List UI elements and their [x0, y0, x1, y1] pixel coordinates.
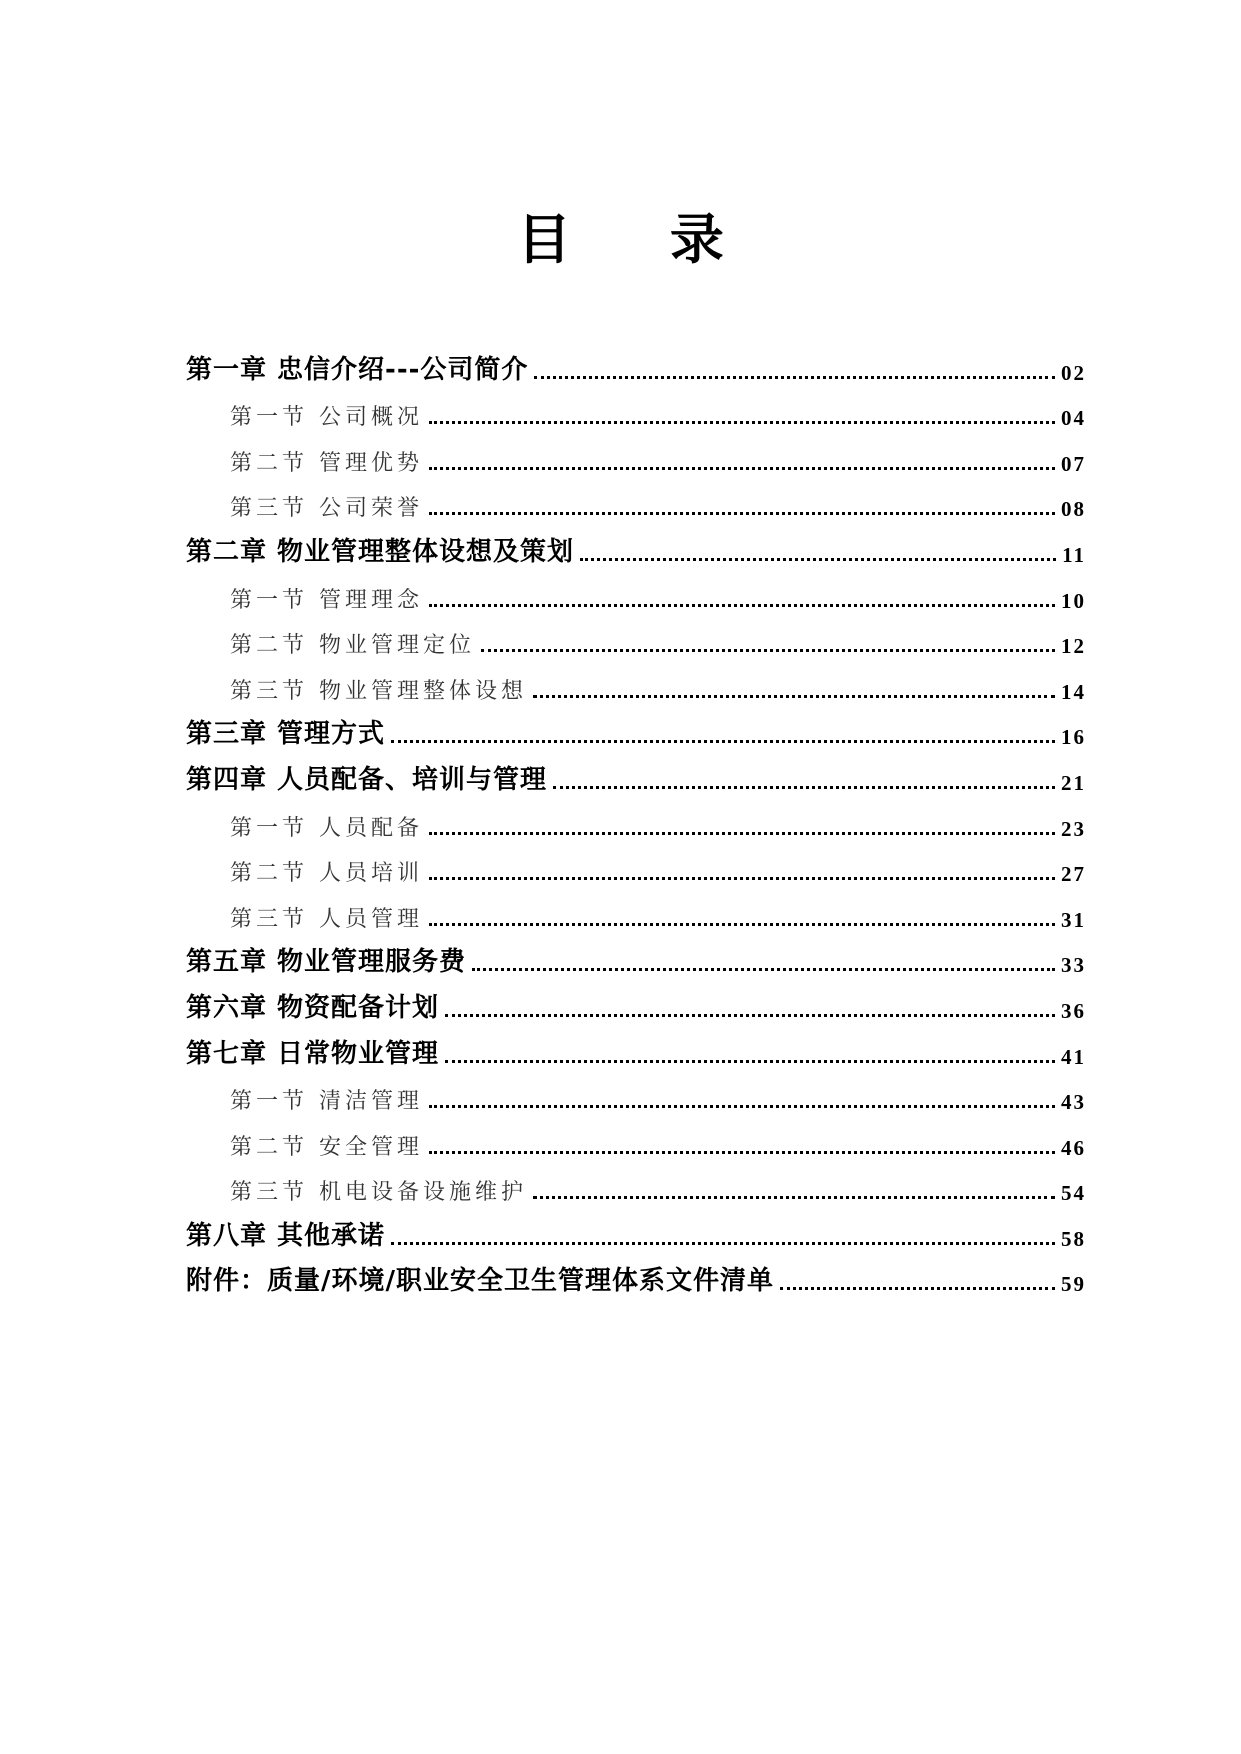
toc-page-number: 02	[1061, 360, 1086, 385]
toc-chapter-6[interactable]	[186, 984, 1086, 1030]
dot-leader	[429, 466, 1055, 470]
toc-page-number: 58	[1061, 1226, 1086, 1251]
dot-leader	[429, 420, 1055, 424]
toc-entry-label: 第八章 其他承诺	[186, 1220, 386, 1251]
toc-chapter-3[interactable]	[186, 711, 1086, 757]
toc-section-4-3[interactable]	[186, 893, 1086, 939]
dot-leader	[391, 739, 1055, 743]
toc-page-number: 27	[1061, 862, 1086, 887]
dot-leader	[429, 1104, 1055, 1108]
toc-entry-label: 第一节 清洁管理	[230, 1089, 423, 1115]
toc-chapter-7[interactable]	[186, 1030, 1086, 1076]
toc-chapter-5[interactable]	[186, 939, 1086, 985]
dot-leader	[445, 1059, 1055, 1063]
toc-chapter-8[interactable]	[186, 1212, 1086, 1258]
toc-page-number: 36	[1061, 998, 1086, 1023]
toc-page-number: 08	[1061, 497, 1086, 522]
toc-section-4-1[interactable]	[186, 802, 1086, 848]
dot-leader	[553, 785, 1055, 789]
toc-page-number: 33	[1061, 953, 1086, 978]
toc-page-number: 04	[1061, 406, 1086, 431]
toc-entry-label: 第二章 物业管理整体设想及策划	[186, 536, 575, 567]
toc-entry-label: 第三节 公司荣誉	[230, 496, 423, 522]
toc-page-number: 46	[1061, 1135, 1086, 1160]
toc-entry-label: 第三节 人员管理	[230, 906, 423, 932]
toc-section-4-2[interactable]	[186, 848, 1086, 894]
toc-page-number: 16	[1061, 725, 1086, 750]
toc-entry-label: 第一节 人员配备	[230, 815, 423, 841]
toc-entry-label: 第五章 物业管理服务费	[186, 947, 467, 978]
toc-page-number: 10	[1061, 588, 1086, 613]
toc-entry-label: 第二节 管理优势	[230, 450, 423, 476]
toc-entry-label: 第七章 日常物业管理	[186, 1038, 440, 1069]
dot-leader	[580, 557, 1056, 561]
toc-entry-label: 第三节 机电设备设施维护	[230, 1180, 527, 1206]
toc-section-2-2[interactable]	[186, 620, 1086, 666]
toc-page-number: 43	[1061, 1090, 1086, 1115]
toc-chapter-1[interactable]	[186, 346, 1086, 392]
dot-leader	[481, 648, 1055, 652]
toc-page-number: 54	[1061, 1181, 1086, 1206]
dot-leader	[429, 511, 1055, 515]
dot-leader	[533, 694, 1055, 698]
dot-leader	[445, 1013, 1055, 1017]
toc-entry-label: 第三章 管理方式	[186, 719, 386, 750]
toc-section-7-3[interactable]	[186, 1167, 1086, 1213]
toc-entry-label: 第二节 人员培训	[230, 861, 423, 887]
toc-entry-label: 第四章 人员配备、培训与管理	[186, 764, 548, 795]
toc-entry-label: 第一节 管理理念	[230, 587, 423, 613]
toc-section-2-3[interactable]	[186, 665, 1086, 711]
toc-page-number: 41	[1061, 1044, 1086, 1069]
toc-chapter-2[interactable]	[186, 528, 1086, 574]
toc-entry-label: 第六章 物资配备计划	[186, 992, 440, 1023]
dot-leader	[391, 1241, 1055, 1245]
toc-entry-label: 第一节 公司概况	[230, 405, 423, 431]
toc-entry-label: 附件：质量/环境/职业安全卫生管理体系文件清单	[186, 1266, 774, 1297]
toc-page-number: 12	[1061, 634, 1086, 659]
dot-leader	[533, 1195, 1055, 1199]
toc-section-1-1[interactable]	[186, 392, 1086, 438]
toc-entry-label: 第一章 忠信介绍---公司简介	[186, 354, 529, 385]
dot-leader	[429, 831, 1055, 835]
toc-page-number: 07	[1061, 451, 1086, 476]
toc-page-number: 59	[1061, 1272, 1086, 1297]
dot-leader	[429, 922, 1055, 926]
dot-leader	[429, 876, 1055, 880]
dot-leader	[534, 375, 1055, 379]
table-of-contents	[186, 346, 1086, 1303]
toc-page-number: 14	[1061, 679, 1086, 704]
toc-section-1-2[interactable]	[186, 437, 1086, 483]
dot-leader	[429, 1150, 1055, 1154]
toc-section-7-2[interactable]	[186, 1121, 1086, 1167]
dot-leader	[472, 967, 1055, 971]
toc-page-number: 11	[1062, 542, 1086, 567]
toc-entry-label: 第二节 物业管理定位	[230, 633, 475, 659]
toc-page-number: 31	[1061, 907, 1086, 932]
toc-page-number: 23	[1061, 816, 1086, 841]
toc-appendix[interactable]	[186, 1258, 1086, 1304]
toc-section-1-3[interactable]	[186, 483, 1086, 529]
dot-leader	[780, 1286, 1055, 1290]
toc-page-number: 21	[1061, 770, 1086, 795]
page-title: 目 录	[517, 208, 764, 271]
toc-entry-label: 第三节 物业管理整体设想	[230, 678, 527, 704]
toc-entry-label: 第二节 安全管理	[230, 1134, 423, 1160]
dot-leader	[429, 603, 1055, 607]
toc-section-7-1[interactable]	[186, 1076, 1086, 1122]
toc-section-2-1[interactable]	[186, 574, 1086, 620]
toc-chapter-4[interactable]	[186, 756, 1086, 802]
